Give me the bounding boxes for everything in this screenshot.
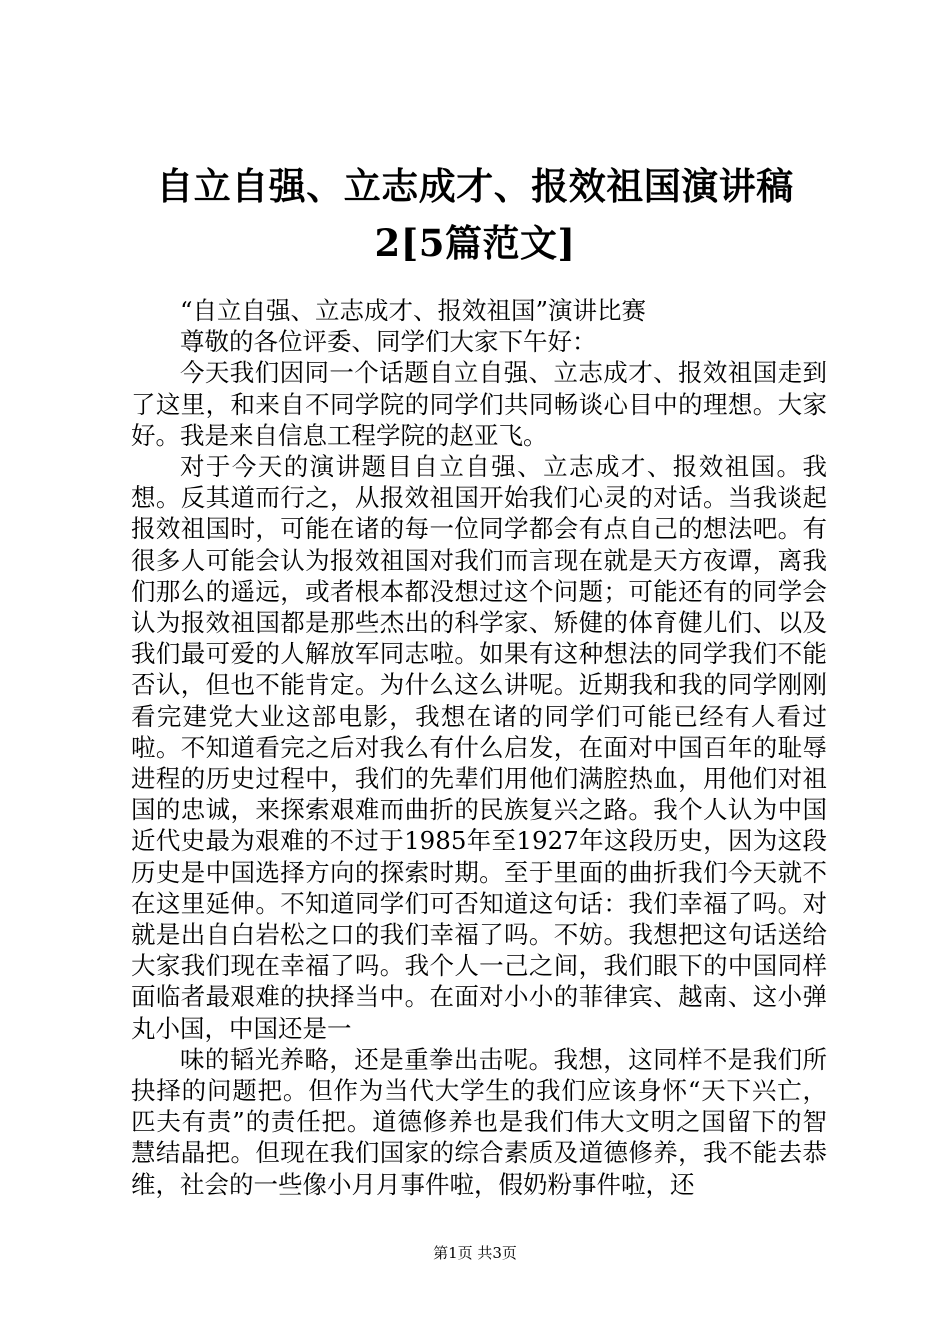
document-body [131,295,827,1200]
document-title: 自立自强、立志成才、报效祖国演讲稿2[5篇范文] [156,164,794,265]
paragraph-main-body: 对于今天的演讲题目自立自强、立志成才、报效祖国。我想。反其道而行之，从报效祖国开始我们心灵的对话。当我谈起报效祖国时，可能在诸的每一位同学都会有点自己的想法吧。有很多人可能会认为报效祖国对我们而言现在就是天方夜谭，离我们那么的遥远，或者根本都没想过这个问题；可能还有的同学会认为报效祖国都是那些杰出的科学家、矫健的体育健儿们、以及我们最可爱的人解放军同志啦。如果有这种想法的同学我们不能否认，但也不能肯定。为什么这么讲呢。近期我和我的同学刚刚看完建党大业这部电影，我想在诸的同学们可能已经有人看过啦。不知道看完之后对我么有什么启发，在面对中国百年的耻辱进程的历史过程中，我们的先辈们用他们满腔热血，用他们对祖国的忠诚，来探索艰难而曲折的民族复兴之路。我个人认为中国近代史最为艰难的不过于1985年至1927年这段历史，因为这段历史是中国选择方向的探索时期。至于里面的曲折我们今天就不在这里延伸。不知道同学们可否知道这句话：我们幸福了吗。对就是出自白岩松之口的我们幸福了吗。不妨。我想把这句话送给大家我们现在幸福了吗。我个人一己之间，我们眼下的中国同样面临者最艰难的抉择当中。在面对小小的菲律宾、越南、这小弹丸小国，中国还是一 [131,452,827,1043]
page-footer: 第1页 共3页 [433,1244,517,1262]
paragraph-continuation: 味的韬光养略，还是重拳出击呢。我想，这同样不是我们所抉择的问题把。但作为当代大学生的我们应该身怀“天下兴亡，匹夫有责”的责任把。道德修养也是我们伟大文明之国留下的智慧结晶把。但现在我们国家的综合素质及道德修养，我不能去恭维，社会的一些像小月月事件啦，假奶粉事件啦，还 [131,1044,827,1199]
paragraph-greeting: 尊敬的各位评委、同学们大家下午好： [180,327,597,357]
paragraph-introduction: 今天我们因同一个话题自立自强、立志成才、报效祖国走到了这里，和来自不同学院的同学们共同畅谈心目中的理想。大家好。我是来自信息工程学院的赵亚飞。 [131,358,827,450]
paragraph-event-name: “自立自强、立志成才、报效祖国”演讲比赛 [180,296,647,325]
